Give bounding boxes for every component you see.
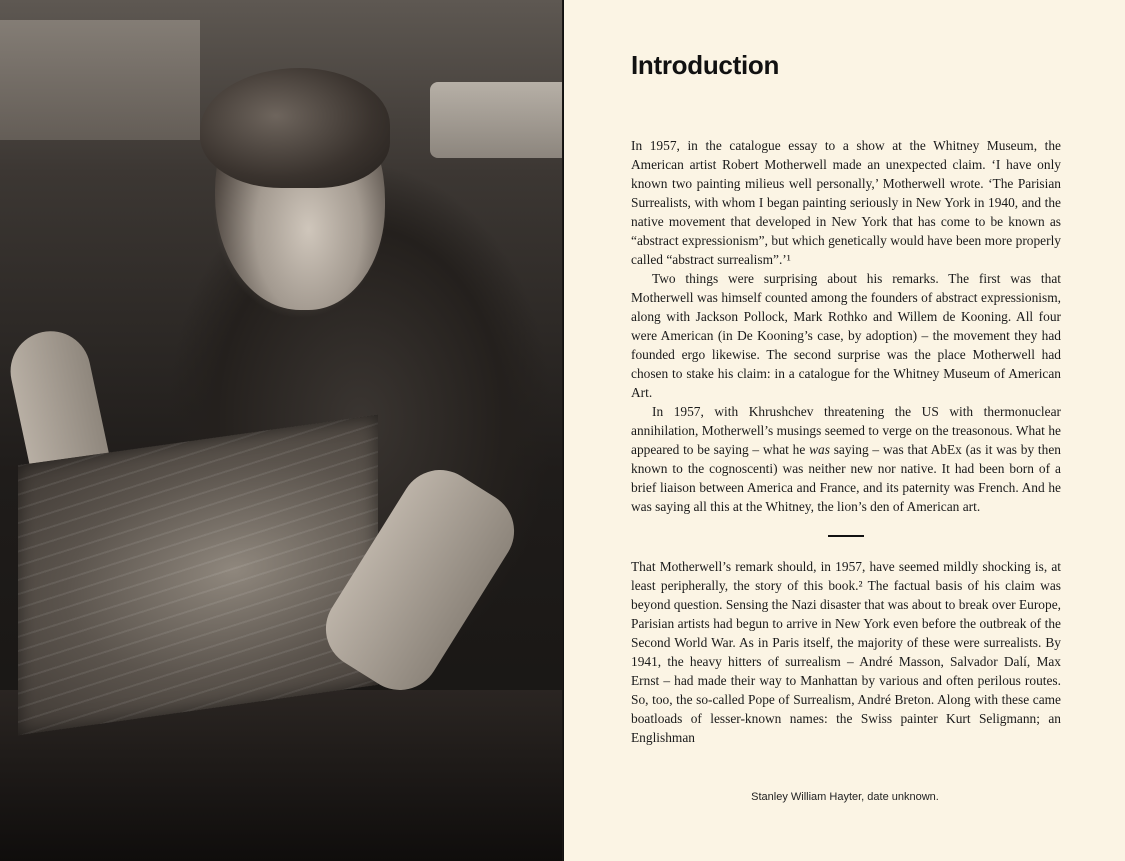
photo-copper-plate <box>18 415 378 736</box>
paragraph-3-part-2: saying – was that AbEx (as it was by then known to the cognoscenti) was neither new nor native. It had been born of a brief liaison between America and France, and its paternity was French. And he was saying all this at the Whitney, the lion’s den of American art. <box>631 442 1061 514</box>
photo-background-table <box>430 82 562 158</box>
paragraph-3-emphasis: was <box>809 442 830 457</box>
paragraph-3 <box>631 402 1061 516</box>
photo-caption: Stanley William Hayter, date unknown. <box>751 791 939 803</box>
paragraph-2: Two things were surprising about his remarks. The first was that Motherwell was himself counted among the founders of abstract expressionism, along with Jackson Pollock, Mark Rothko and Willem de Kooning. All four were American (in De Kooning’s case, by adoption) – the movement they had founded ergo likewise. The second surprise was the place Motherwell had chosen to stake his claim: in a catalogue for the Whitney Museum of American Art. <box>631 271 1061 400</box>
photo-background-wall <box>0 20 200 140</box>
paragraph-1: In 1957, in the catalogue essay to a show at the Whitney Museum, the American artist Robert Motherwell made an unexpected claim. ‘I have only known two painting milieus well personally,’ Motherwell wrote. ‘The Parisian Surrealists, with whom I began painting seriously in New York in 1940, and the native movement that developed in New York that has come to be known as “abstract expressionism”, but which genetically would have been more properly called “abstract surrealism”.’¹ <box>631 138 1061 267</box>
photograph-artist-engraving <box>0 0 562 861</box>
paragraph-3-part-1: In 1957, with Khrushchev threatening the US with thermonuclear annihilation, Motherwell’s musings seemed to verge on the treasonous. What he appeared to be saying – what he <box>631 404 1061 457</box>
section-divider <box>828 535 864 537</box>
page-title: Introduction <box>631 50 780 80</box>
paragraph-4: That Motherwell’s remark should, in 1957, have seemed mildly shocking is, at least peripherally, the story of this book.² The factual basis of his claim was beyond question. Sensing the Nazi disaster that was about to break over Europe, Parisian artists had begun to arrive in New York even before the outbreak of the Second World War. As in Paris itself, the majority of these were surrealists. By 1941, the heavy hitters of surrealism – André Masson, Salvador Dalí, Max Ernst – had made their way to Manhattan by various and often perilous routes. So, too, the so-called Pope of Surrealism, André Breton. Along with these came boatloads of lesser-known names: the Swiss painter Kurt Seligmann; an Englishman <box>631 559 1061 745</box>
photo-hair <box>200 68 390 188</box>
body-text <box>631 136 1061 747</box>
text-page <box>563 0 1125 861</box>
